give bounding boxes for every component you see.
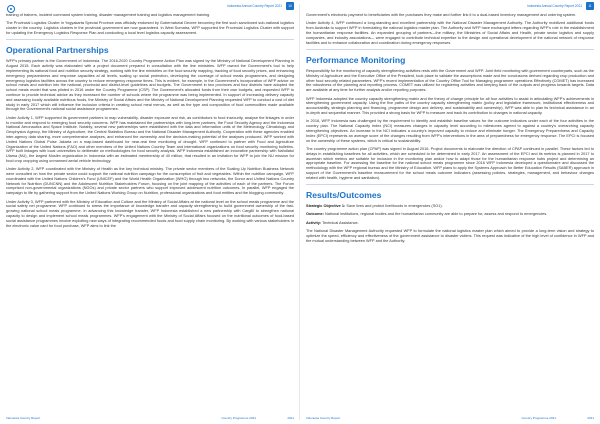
right-page-header xyxy=(304,3,596,11)
left-intro-paragraph: The Provincial Logistics Cluster in Yogyakarta Special Province was officially endorsed by Gubernatorial Decree becoming the first such sanctioned sub-national logistics cluster in the country. Logistics clusters in the provincial government are now guaranteed. In West Sumatra, WFP supported the Provincial Logistics Cluster with support for updating the Emergency Logistics Response Plan and conducting a local level logistics capacity assessment. xyxy=(6,21,294,35)
section-title-results-outcomes: Results/Outcomes xyxy=(306,190,382,201)
left-page-number: 10 xyxy=(286,2,294,10)
result-label: Outcome: xyxy=(306,212,324,217)
section-title-performance-monitoring: Performance Monitoring xyxy=(306,54,406,65)
result-label: Activity: xyxy=(306,220,322,225)
section-divider xyxy=(306,49,594,50)
footer-middle-text: Country Programme 2021 xyxy=(221,416,256,420)
body-paragraph: Responsibility for the monitoring of capacity strengthening activities rests with the Government and WFP. Joint field monitoring with government counterparts, such as the Ministry of Agriculture and the Executive Office of the President, took place to validate the assumptions made and the conclusions derived regarding crop production and other food security related parameters. WFP's recent implementation of the Country Office Tool for Managing programme operations Effectively (COMET) has increased the robustness of the planning and reporting process. COMET was utilized for registering activities and keeping track of the outputs and progress towards targets. Data are available at any time for further analysis and/or reporting purposes. xyxy=(306,68,594,93)
body-paragraph: The country programme action plan (CPAP) was signed in August 2016. Project documents to elaborate the direction of CPAP continued in parallel. These factors led to delays in establishing baselines for all activities, which are scheduled to be determined in early 2017. An assessment of the EPCI and its metrics is planned in 2017 to ascertain which metrics are suitable for inclusion in the monitoring plan and/or how to adapt those for the humanitarian response hubs project and determining an appropriate baseline. For assessing the baseline for the national school meals programme since 2016 WFP Indonesia developed a questionnaire and discussed the methodology with the WFP regional bureau and the Ministry of Education. WFP plans to apply the Systems Approach for Better Education Results (SABER) approach in support of the Government's baseline measurement for the school meals outcome indicators (assessing policies, strategies, management, and behaviour changes related with health, hygiene and sanitation). xyxy=(306,146,594,180)
result-item-outcome xyxy=(306,212,594,217)
footer-middle-text: Country Programme 2021 xyxy=(521,416,556,420)
footer-left-text: Indonesia Country Report xyxy=(6,416,41,420)
right-page-footer xyxy=(304,414,596,422)
result-text: Technical Assistance. xyxy=(321,220,359,225)
right-intro-paragraph: Government's electronic payment to beneficiaries with the purchases they make and further link it to a dual-based inventory management and ordering system. xyxy=(306,13,577,17)
right-page-number: 11 xyxy=(586,2,594,10)
left-intro-paragraph: training of trainers, incident command system training, disaster management training and logistics management training. xyxy=(6,13,211,17)
result-text: Save lives and protect livelihoods in emergencies (SO1). xyxy=(345,204,443,209)
left-page xyxy=(4,0,296,424)
right-header-title: Indonesia Annual Country Report 2021 xyxy=(527,4,582,8)
result-text: National institutions, regional bodies and the humanitarian community are able to prepare for, assess and respond to emergencies. xyxy=(323,212,548,217)
wfp-logo-icon xyxy=(7,5,15,13)
closing-paragraph: The National Disaster Management Authority requested WFP to formulate the national logistics master plan which aimed to provide a long-term vision and strategy to optimize the speed, efficiency and effectiveness of the government assistance to disaster victims. This request was indicative of the high level of confidence in WFP and the mutual understanding between WFP and the Authority. xyxy=(306,229,594,243)
left-page-body xyxy=(6,13,294,232)
body-paragraph: WFP's primary partner is the Government of Indonesia. The 2016-2020 Country Programme Action Plan was signed by the Ministry of National Development Planning in August 2015. Each activity was elaborated with a project document prepared in consultation with the line ministries. WFP owned the Government's tool to help implementing its national food and nutrition security strategy, working with the line ministries on the food security mapping, tracking of food security prices, and enhancing emergency preparedness and response capacities at all levels, scaling up social protection, developing the coverage of school meals programmes, and designing emergency logistics facilities across the country to reduce emergency response times. This is evident, for example, in the Government's incorporation of WFP advice on school meals and nutrition into the national, provincial and district-level guidelines and budgets. The Government in two provinces and four districts have adopted the school meals model that was piloted in 2016 under the Country Programme (CSP). The Government's allocated funds from their own budgets, and requested WFP to continue to provide technical advice as they increased the number of schools where the programme was being implemented. In support of increasing delivery capacity and assessing locally available nutritious foods, the Ministry of Social Affairs and the Ministry of National Development Planning requested WFP to conduct a cost of diet study in early 2017 which will influence the inclusion criteria in creating school meal menus, as well as the type and composition of food commodities made available through the Government's national social assistance programmes. xyxy=(6,59,294,112)
footer-left-text: Indonesia Country Report xyxy=(306,416,341,420)
result-label: Strategic Objective 1: xyxy=(306,204,346,209)
right-page-body xyxy=(306,13,594,247)
result-item-activity xyxy=(306,221,594,226)
left-page-footer xyxy=(4,414,296,422)
left-header-title: Indonesia Annual Country Report 2021 xyxy=(227,4,282,8)
footer-right-text: 2021 xyxy=(287,416,294,420)
left-page-header xyxy=(4,3,296,11)
section-divider xyxy=(6,39,294,40)
body-paragraph: Under Activity 1, WFP supported its government partners to map vulnerability, disaster exposure and risk, as contributors to food insecurity, analyse the linkages in order to monitor and respond to emerging food security concerns. WFP has maintained the partnerships with long-term partners, the Food Security Agency and the Indonesia National Aeronautics and Space Institute. Notably, several new partnerships were established with the data and information units of the Meteorology Climatology and Geophysics Agency, the Ministry of Agriculture, the Central Statistics Bureau and the National Disaster Management Authority. Cooperation with these agencies enabled inter-agency data sharing, more comprehensive analyses, and enhanced the ownership and the decision-making potential of the analyses produced. WFP worked with United Nations Global Pulse Jakarta on a map-based dashboard for near-real time monitoring of drought. WFP continued to partner with Food and Agriculture Organization of the United Nations (FAO) and other members of the United Nations Country Team and international organizations on food security monitoring bulletins. WFP built linkages with local universities to deliberate on methodologies for food security analysis. WFP Indonesia established an innovative partnership with Nahdlatul Ulama (NU), the largest Muslim organization in Indonesia with an estimated membership of 40 million, that resulted in an invitation for WFP to join the NU mission for food crop cropping using unmanned aerial vehicle technology. xyxy=(6,115,294,163)
body-paragraph: Under Activity 2, WFP coordinated with the Ministry of Health as the key technical ministry. The private sector members of the Scaling Up Nutrition Business Network were consulted on how the private sector could support the national nutrition campaign for the consumption of fruit and vegetables. Within the nutrition campaign, WFP coordinated with the United Nations Children's Fund (UNICEF) and the World Health Organization (WHO) through two networks, the Donor and United Nations Country Network for Nutrition (DUNCNN) and the Adolescent Nutrition Stakeholders Forum, focusing on the joint mapping of the activities of each of the partners. The Forum comprised non-governmental organizations (NGOs) and private sector partners who support improved adolescent nutrition outcomes. In parallel, WFP engaged the campaign to life by gathering support from the United Nations Working Group on Nutrition, professional organizations and food entities and the blogging community. xyxy=(6,167,294,196)
page-gutter xyxy=(299,4,300,420)
body-paragraph: WFP Indonesia adopted the country capacity strengthening matrix and the theory of change principle for all four activities to assist in articulating WFP's achievements in strengthening government capacity. Using the five paths of the country capacity strengthening matrix (policy and legislative framework, institutional effectiveness and accountability, strategic planning and financing, programme design and delivery, and sustainability and ownership), WFP was able to plan its technical assistance in an in-depth and sequential manner. This provided a strong basis for WFP to measure and track its contribution to changes in national capacity. xyxy=(306,96,594,115)
result-item-strategic-objective xyxy=(306,204,594,209)
footer-right-text: 2021 xyxy=(587,416,594,420)
body-paragraph: Under Activity 3, WFP partnered with the Ministry of Education and Culture and the Ministry of Social Affairs at the national level on the school meals programme and the social safety net programme. WFP continued to stress the importance of knowledge transfer and capacity strengthening to build government ownership of the fast-growing national school meals programme. In advancing this knowledge transfer, WFP Indonesia established a new partnership with CargillI to strengthen national capacity to design and implement school meals programmes. WFP's engagement with the Ministry of Social Affairs focused on the nutritional outcomes of food-based social assistance programmes involve exploiting new ways of integrating recommended foods and food supply chain monitoring. By working with various stakeholders in the electronic value card for food purchase, WFP aims to link the xyxy=(6,199,294,228)
section-title-operational-partnerships: Operational Partnerships xyxy=(6,45,109,56)
right-intro-paragraph: Under Activity 4, WFP continued a long-standing and excellent partnership with the National Disaster Management Authority. The Authority mobilized additional funds from Australia to support WFP in formulating the national logistics master plan. The Authority and WFP have exchanged letters regarding WFP's role in the establishment the humanitarian response facilities. An expanded grouping of partners—the military, the Ministries of Social Affairs and Health, private sector logistics and supply companies, and industry associations— were engaged to contribute technical expertise to the design and operational development of the national network of response facilities and to enhance collaboration and coordination during emergency responses. xyxy=(306,21,594,45)
body-paragraph: In 2016, WFP Indonesia was challenged by the requirement to identify and establish baseline values for the outcome indicators under each of the four activities in the country plan. The National Capacity Index (NCI) measures changes in capacity level according to milestones agreed to against a country's overarching capacity strengthening objectives. An increase in the NCI indicates a country's improved capacity to reduce and eliminate hunger. The Emergency Preparedness and Capacity Index (EPCI) represents an average score of the changes resulting from WFP's interventions in the area of preparedness for emergency response. The EPCI is focused on the ownership of these systems, which is critical to sustainability. xyxy=(306,119,594,143)
section-divider xyxy=(306,184,594,185)
right-page xyxy=(304,0,596,424)
